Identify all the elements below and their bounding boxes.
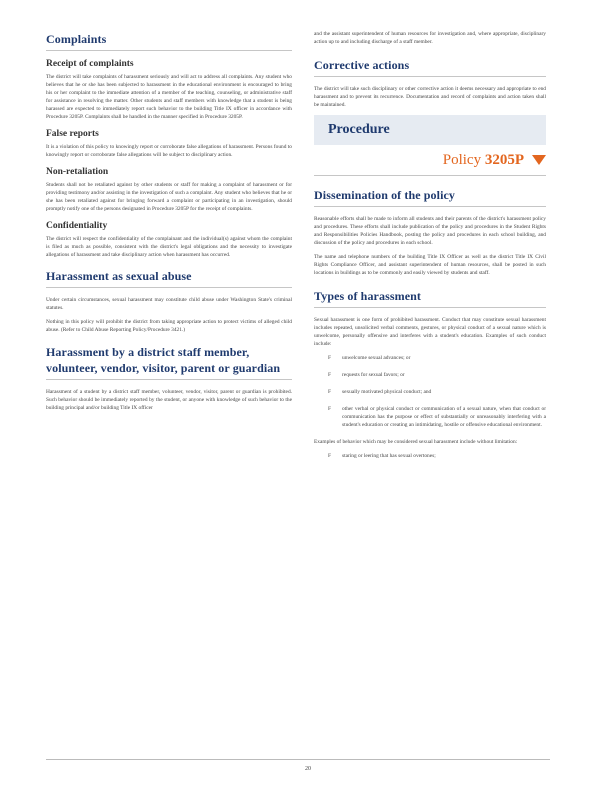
- bullet-mark: F: [328, 355, 331, 361]
- confidentiality-paragraph: The district will respect the confidentiality of the complainant and the individual(s) against whom the complaint is filed as much as possible, consistent with the district's legal obligations and the necessity to investigate allegations of harassment and take disciplinary action when harassment has occurred.: [46, 236, 292, 258]
- bullet-mark: F: [328, 389, 331, 395]
- left-column: [46, 32, 292, 418]
- list-item: F staring or leering that has sexual overtones;: [314, 452, 546, 460]
- staff-harassment-continued: and the assistant superintendent of human resources for investigation and, where appropriate, disciplinary action up to and including discharge of a staff member.: [314, 31, 546, 45]
- procedure-label: Procedure: [328, 122, 390, 137]
- list-item: F sexually motivated physical conduct; and: [314, 388, 546, 396]
- corrective-actions-heading: Corrective actions: [314, 58, 546, 77]
- list-item: F unwelcome sexual advances; or: [314, 354, 546, 362]
- types-paragraph: Sexual harassment is one form of prohibited harassment. Conduct that may constitute sexual harassment includes repeated, unsolicited verbal comments, gestures, or physical conduct of a sexual nature which is unwelcome, personally offensive and interferes with a student's education. Examples of such conduct include:: [314, 317, 546, 347]
- non-retaliation-paragraph: Students shall not be retaliated against by other students or staff for making a complaint of harassment or for providing testimony and/or assisting in the investigation of such a complaint. Any student who believes that he or she has been retaliated against for bringing forward a complaint or participating in an investigation, should promptly notify one of the persons designated in Procedure 3205P for the receipt of complaints.: [46, 182, 292, 212]
- harassment-examples-list: [314, 354, 546, 429]
- list-item: F requests for sexual favors; or: [314, 371, 546, 379]
- receipt-heading: Receipt of complaints: [46, 59, 134, 69]
- triangle-down-icon: [532, 155, 546, 165]
- confidentiality-heading: Confidentiality: [46, 221, 108, 231]
- receipt-paragraph: The district will take complaints of harassment seriously and will act to address all complaints. Any student who believes that he or she has been subjected to harassment in the educational environment is encouraged to bring his or her complaint to the immediate attention of a member of the teaching, counseling, or administrative staff for assistance in resolving the matter. Other students and staff members with knowledge that a student is being harassed are expected to immediately report such behavior to the building Title IX officer in accordance with Procedure 3205P. Complaints shall be handled in the manner specified in Procedure 3205P.: [46, 74, 292, 120]
- bullet-mark: F: [328, 406, 331, 412]
- sexual-abuse-paragraph-1: Under certain circumstances, sexual harassment may constitute child abuse under Washington State's criminal statutes.: [46, 297, 292, 311]
- footer-divider: [46, 759, 550, 760]
- corrective-actions-paragraph: The district will take such disciplinary or other corrective action it deems necessary and appropriate to end harassment and to prevent its recurrence. Documentation and record of complaints and action taken shall be maintained.: [314, 86, 546, 108]
- policy-number: 3205P: [484, 151, 524, 168]
- right-column: [314, 30, 546, 469]
- policy-label: [443, 152, 524, 169]
- page-number: 20: [305, 766, 311, 772]
- procedure-banner: [314, 115, 546, 145]
- staff-harassment-paragraph: Harassment of a student by a district staff member, volunteer, vendor, visitor, parent or guardian is prohibited. Such behavior should be immediately reported by the student, or anyone with knowledge of such behavior to the building principal and/or building Title IX officer: [46, 389, 292, 411]
- sexual-abuse-paragraph-2: Nothing in this policy will prohibit the district from taking appropriate action to protect victims of alleged child abuse. (Refer to Child Abuse Reporting Policy/Procedure 3421.): [46, 319, 292, 333]
- bullet-mark: F: [328, 453, 331, 459]
- policy-prefix: Policy: [442, 151, 485, 168]
- dissemination-heading: Dissemination of the policy: [314, 188, 546, 207]
- list-item: F other verbal or physical conduct or communication of a sexual nature, when that conduct or communication has the purpose or effect of substantially or unreasonably interfering with a student's education or creating an intimidating, hostile or offensive educational environment.: [314, 405, 546, 429]
- behavior-examples-list: [314, 452, 546, 460]
- examples-paragraph: Examples of behavior which may be considered sexual harassment include without limitation:: [314, 439, 518, 445]
- policy-number-row: [314, 149, 546, 176]
- complaints-heading: Complaints: [46, 32, 292, 51]
- types-heading: Types of harassment: [314, 289, 546, 308]
- non-retaliation-heading: Non-retaliation: [46, 167, 109, 177]
- staff-harassment-heading: Harassment by a district staff member, volunteer, vendor, visitor, parent or guardian: [46, 344, 292, 380]
- false-reports-paragraph: It is a violation of this policy to knowingly report or corroborate false allegations of harassment. Persons found to knowingly report or corroborate false allegations will be subject to disciplinary action.: [46, 144, 292, 158]
- sexual-abuse-heading: Harassment as sexual abuse: [46, 269, 292, 288]
- dissemination-paragraph-2: The name and telephone numbers of the building Title IX Officer as well as the district Title IX Civil Rights Compliance Officer, and assistant superintendent of human resources, shall be posted in such locations in buildings as to be commonly and easily viewed by students and staff.: [314, 254, 546, 276]
- bullet-mark: F: [328, 372, 331, 378]
- dissemination-paragraph-1: Reasonable efforts shall be made to inform all students and their parents of the district's harassment policy and procedures. These efforts shall include publication of the policy and procedures in the Student Rights and Responsibilities Policies Handbook, posting the policy and procedures in each school building, and discussion of the policy and procedures in each school.: [314, 216, 546, 246]
- false-reports-heading: False reports: [46, 129, 99, 139]
